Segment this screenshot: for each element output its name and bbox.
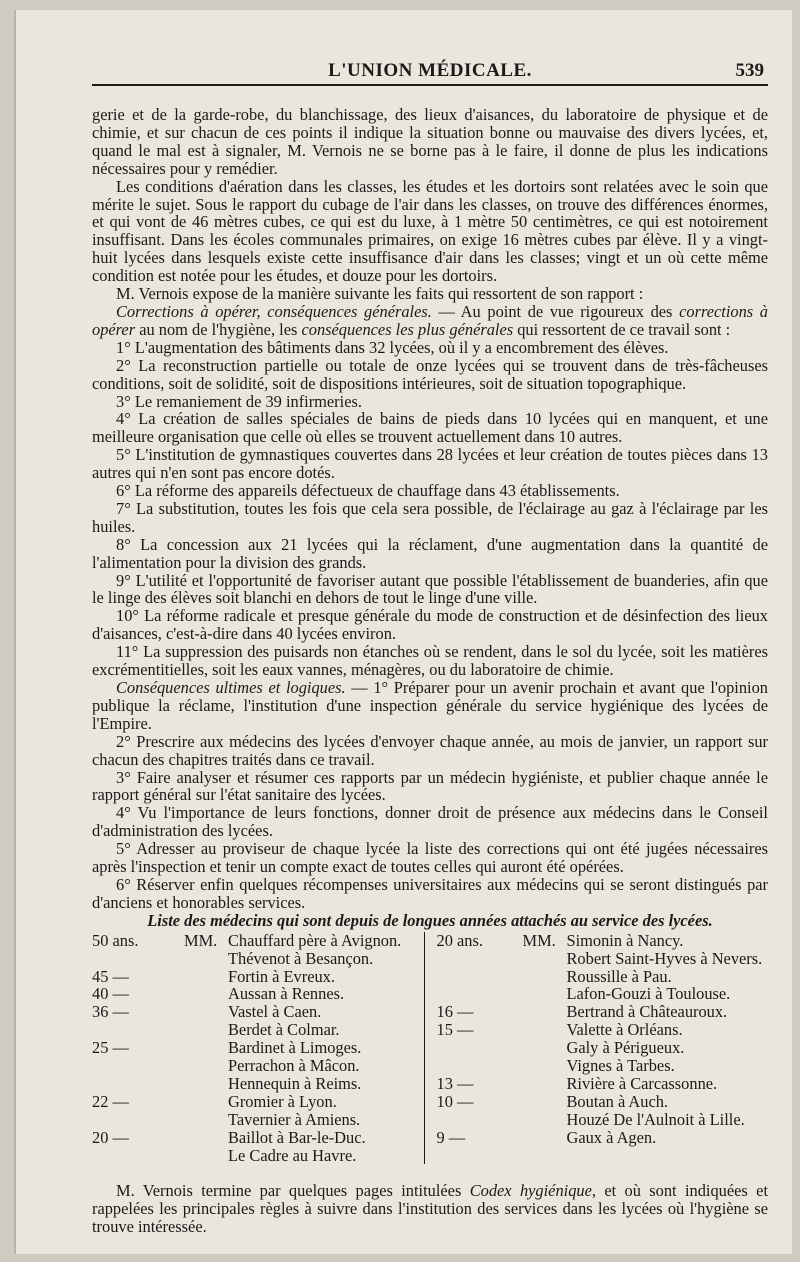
doctors-table xyxy=(92,932,768,1165)
doctor-row xyxy=(92,1111,424,1129)
list-item: 10° La réforme radicale et presque générale du mode de construction et de désinfection des lieux d'aisances, c'est-à-dire dans 40 lycées environ. xyxy=(92,606,768,644)
doctor-row xyxy=(92,1003,424,1021)
doctor-row xyxy=(437,1003,769,1021)
doctor-row xyxy=(92,1057,424,1075)
paragraph xyxy=(92,679,768,733)
document-page xyxy=(14,10,792,1254)
honorific xyxy=(523,1021,567,1039)
doctor-row xyxy=(437,1039,769,1057)
years: 36 — xyxy=(92,1002,129,1022)
doctor-row xyxy=(92,1039,424,1057)
paragraph: M. Vernois expose de la manière suivante les faits qui ressortent de son rapport : xyxy=(116,284,644,304)
years xyxy=(92,1075,184,1093)
doctor-name: Gaux à Agen. xyxy=(566,1127,657,1147)
years: 13 — xyxy=(436,1073,474,1093)
list-item: 7° La substitution, toutes les fois que cela sera possible, de l'éclairage au gaz à l'éclairage par les huiles. xyxy=(92,498,768,536)
doctor-row xyxy=(437,1111,769,1129)
doctors-column-right xyxy=(425,932,769,1165)
honorific xyxy=(184,985,228,1003)
doctor-name: Vastel à Caen. xyxy=(228,1002,322,1022)
doctor-name: Simonin à Nancy. xyxy=(566,930,684,950)
paragraph xyxy=(92,303,768,339)
doctor-row xyxy=(92,1075,424,1093)
honorific xyxy=(184,968,228,986)
doctor-name: Rivière à Carcassonne. xyxy=(566,1073,718,1093)
doctor-name: Baillot à Bar-le-Duc. xyxy=(228,1127,366,1147)
page-number: 539 xyxy=(735,60,764,81)
honorific xyxy=(184,1021,228,1039)
doctor-row xyxy=(437,1129,769,1147)
honorific xyxy=(523,1111,567,1129)
doctor-name: Roussille à Pau. xyxy=(566,966,672,986)
honorific xyxy=(523,950,567,968)
list-item: 2° Prescrire aux médecins des lycées d'envoyer chaque année, au mois de janvier, un rapport sur chacun des chapitres traités dans ce travail. xyxy=(92,731,768,769)
emphasis: corrections à opérer xyxy=(92,301,768,339)
doctors-column-left xyxy=(92,932,425,1165)
doctor-row xyxy=(92,968,424,986)
list-item: 6° Réserver enfin quelques récompenses universitaires aux médecins qui se seront distingués par d'anciens et honorables services. xyxy=(92,874,768,912)
list-item: 3° Le remaniement de 39 infirmeries. xyxy=(116,391,362,411)
honorific xyxy=(523,1003,567,1021)
years xyxy=(437,985,523,1003)
doctor-name: Le Cadre au Havre. xyxy=(228,1145,357,1165)
text-span: au nom de l'hygiène, les xyxy=(135,319,302,339)
honorific xyxy=(184,1003,228,1021)
honorific xyxy=(184,950,228,968)
list-item: 3° Faire analyser et résumer ces rapports par un médecin hygiéniste, et publier chaque année le rapport général sur l'état sanitaire des lycées. xyxy=(92,767,768,805)
honorific xyxy=(523,1075,567,1093)
years: 40 — xyxy=(92,984,129,1004)
years: 9 — xyxy=(436,1127,466,1147)
years: 22 — xyxy=(92,1091,129,1111)
closing-paragraph xyxy=(92,1182,768,1236)
honorific xyxy=(523,1057,567,1075)
doctor-name: Hennequin à Reims. xyxy=(228,1073,362,1093)
doctor-row xyxy=(437,1093,769,1111)
running-title: L'UNION MÉDICALE. xyxy=(328,60,532,81)
honorific xyxy=(184,1129,228,1147)
honorific xyxy=(184,1057,228,1075)
doctor-name: Berdet à Colmar. xyxy=(228,1020,340,1040)
honorific xyxy=(523,1093,567,1111)
years xyxy=(92,950,184,968)
doctor-name: Gromier à Lyon. xyxy=(228,1091,337,1111)
years: 20 — xyxy=(92,1127,129,1147)
doctor-name: Bertrand à Châteauroux. xyxy=(566,1002,728,1022)
emphasis: conséquences les plus générales xyxy=(301,319,514,339)
text-span: M. Vernois termine par quelques pages intitulées xyxy=(116,1181,470,1201)
doctor-name: Lafon-Gouzi à Toulouse. xyxy=(566,984,731,1004)
article-body xyxy=(92,106,768,1236)
doctor-row xyxy=(92,1147,424,1165)
doctor-row xyxy=(92,932,424,950)
list-item: 5° Adresser au proviseur de chaque lycée la liste des corrections qui ont été jugées nécessaires après l'inspection et tenir un compte exact de toutes celles qui auront été opérées. xyxy=(92,839,768,877)
years xyxy=(437,1039,523,1057)
doctor-name: Houzé De l'Aulnoit à Lille. xyxy=(566,1109,745,1129)
doctor-row xyxy=(437,1021,769,1039)
emphasis: Codex hygiénique xyxy=(469,1181,592,1201)
doctor-row xyxy=(437,1057,769,1075)
years: 20 ans. xyxy=(436,930,483,950)
text-span: , et où sont indiquées et rappelées les principales règles à suivre dans l'institution des services dans les lycées où l'hygiène se trouve intéressée. xyxy=(92,1181,768,1237)
doctor-name: Aussan à Rennes. xyxy=(228,984,345,1004)
honorific xyxy=(523,968,567,986)
honorific xyxy=(184,1093,228,1111)
list-item: 9° L'utilité et l'opportunité de favoriser autant que possible l'établissement de buanderies, afin que le linge des élèves soit blanchi en dehors de tout le linge d'une ville. xyxy=(92,570,768,608)
honorific xyxy=(523,985,567,1003)
years: 45 — xyxy=(92,966,129,986)
doctor-row xyxy=(92,1093,424,1111)
doctor-row xyxy=(437,950,769,968)
doctor-row xyxy=(437,1075,769,1093)
years xyxy=(92,1111,184,1129)
years xyxy=(92,1147,184,1165)
honorific xyxy=(523,1039,567,1057)
honorific xyxy=(184,1075,228,1093)
doctor-row xyxy=(437,932,769,950)
list-item: 1° L'augmentation des bâtiments dans 32 lycées, où il y a encombrement des élèves. xyxy=(116,337,669,357)
list-item: 11° La suppression des puisards non étanches où se rendent, dans le sol du lycée, soit les matières excrémentitielles, soit les eaux vannes, ménagères, ou du laboratoire de chimie. xyxy=(92,642,768,680)
paragraph: gerie et de la garde-robe, du blanchissage, des lieux d'aisances, du laboratoire de physique et de chimie, et sur chacun de ces points il indique la situation bonne ou mauvaise des divers lycées, et, quand le mal est à signaler, M. Vernois ne se borne pas à le faire, il donne de plus les indications nécessaires pour y remédier. xyxy=(92,105,768,178)
years: 10 — xyxy=(436,1091,474,1111)
list-item: 4° Vu l'importance de leurs fonctions, donner droit de présence aux médecins dans le Conseil d'administration des lycées. xyxy=(92,803,768,841)
years xyxy=(92,1021,184,1039)
years xyxy=(437,1111,523,1129)
honorific xyxy=(184,1111,228,1129)
section-heading: Conséquences ultimes et logiques. xyxy=(116,678,346,697)
doctor-row xyxy=(92,1021,424,1039)
doctor-name: Fortin à Evreux. xyxy=(228,966,335,986)
list-item: 5° L'institution de gymnastiques couvertes dans 28 lycées et leur création de toutes pièces dans 13 autres qui n'en sont pas encore dotés. xyxy=(92,445,768,483)
honorific: MM. xyxy=(522,930,556,950)
doctor-name: Galy à Périgueux. xyxy=(566,1038,685,1058)
honorific xyxy=(184,1039,228,1057)
doctor-row xyxy=(437,985,769,1003)
doctor-name: Robert Saint-Hyves à Nevers. xyxy=(566,948,763,968)
doctor-row xyxy=(92,950,424,968)
years xyxy=(437,950,523,968)
years xyxy=(437,1057,523,1075)
doctor-name: Vignes à Tarbes. xyxy=(566,1056,675,1076)
doctor-name: Valette à Orléans. xyxy=(566,1020,683,1040)
honorific xyxy=(523,1129,567,1147)
years xyxy=(92,1057,184,1075)
paragraph: Les conditions d'aération dans les classes, les études et les dortoirs sont relatées avec le soin que mérite le sujet. Sous le rapport du cubage de l'air dans les classes, on trouve des différences énormes, et qui vont de 46 mètres cubes, ce qui est du luxe, à 1 mètre 50 centimètres, ce qui est notoirement insuffisant. Dans les écoles communales primaires, on exige 16 mètres cubes par élève. Il y a vingt-huit lycées dans lesquels existe cette insuffisance d'air dans les classes; vingt et un où cette même condition est notée pour les études, et douze pour les dortoirs. xyxy=(92,176,768,286)
text-span: — Au point de vue rigoureux des xyxy=(431,301,680,321)
doctor-name: Bardinet à Limoges. xyxy=(228,1038,362,1058)
years: 16 — xyxy=(436,1002,474,1022)
years: 25 — xyxy=(92,1038,129,1058)
list-item: 6° La réforme des appareils défectueux de chauffage dans 43 établissements. xyxy=(116,481,620,501)
list-item: 2° La reconstruction partielle ou totale de onze lycées qui se trouvent dans de très-fâcheuses conditions, soit de solidité, soit de dispositions intérieures, soit de situation topographique. xyxy=(92,355,768,393)
years xyxy=(437,968,523,986)
doctors-list-title: Liste des médecins qui sont depuis de longues années attachés au service des lycées. xyxy=(147,910,713,930)
list-item: 4° La création de salles spéciales de bains de pieds dans 10 lycées qui en manquent, et une meilleure organisation que celle où elles se trouvent actuellement dans 10 autres. xyxy=(92,409,768,447)
doctor-name: Tavernier à Amiens. xyxy=(228,1109,361,1129)
doctor-row xyxy=(92,985,424,1003)
list-item: 8° La concession aux 21 lycées qui la réclament, d'une augmentation dans la quantité de l'alimentation pour la division des grands. xyxy=(92,534,768,572)
doctor-name: Chauffard père à Avignon. xyxy=(228,930,402,950)
doctor-name: Boutan à Auch. xyxy=(566,1091,669,1111)
years: 15 — xyxy=(436,1020,474,1040)
honorific xyxy=(184,1147,228,1165)
years: 50 ans. xyxy=(92,930,139,950)
page-header xyxy=(92,60,768,86)
honorific: MM. xyxy=(184,930,218,950)
text-span: — 1° Préparer pour un avenir prochain et avant que l'opinion publique la réclame, l'institution d'une inspection générale du service hygiénique des lycées de l'Empire. xyxy=(92,678,768,733)
doctor-row xyxy=(92,1129,424,1147)
doctor-row xyxy=(437,968,769,986)
doctor-name: Thévenot à Besançon. xyxy=(228,948,374,968)
section-heading: Corrections à opérer, conséquences générales. xyxy=(116,301,432,321)
text-span: qui ressortent de ce travail sont : xyxy=(513,319,731,339)
doctor-name: Perrachon à Mâcon. xyxy=(228,1056,360,1076)
